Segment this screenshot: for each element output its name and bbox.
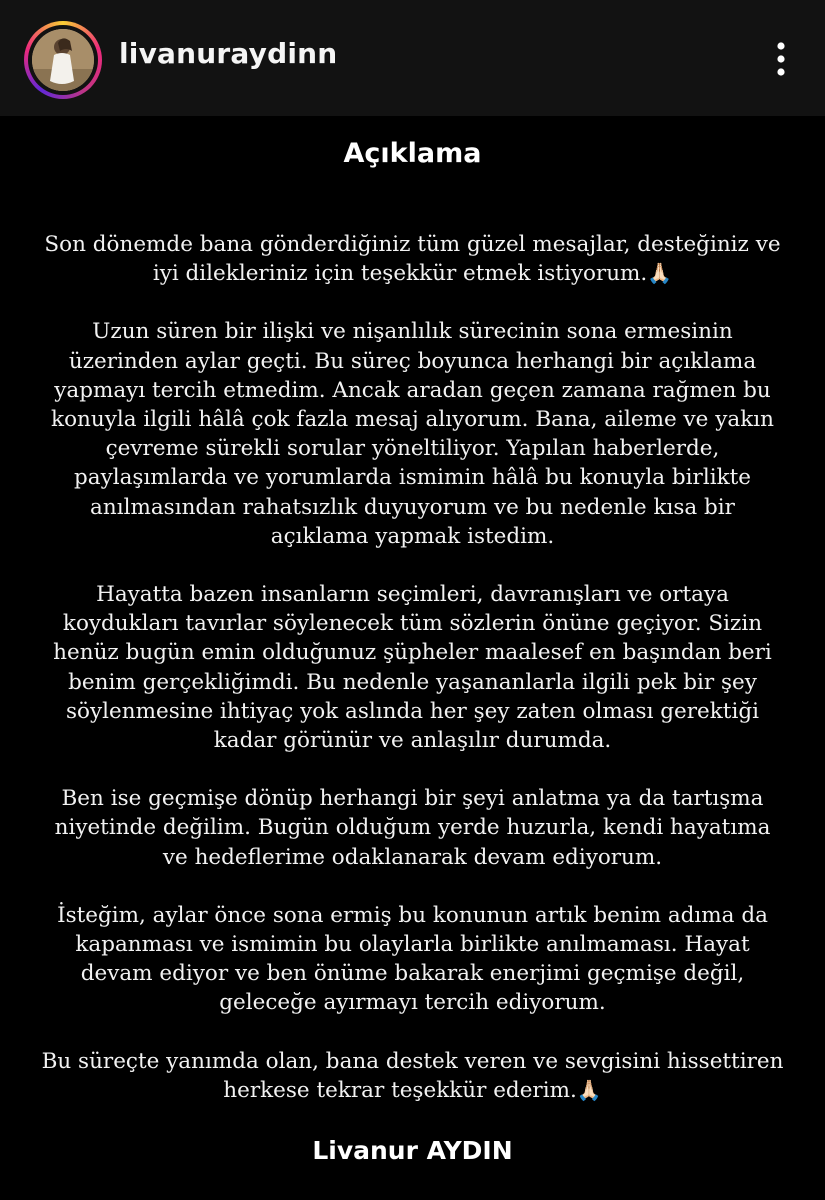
- signature: Livanur AYDIN: [312, 1136, 513, 1165]
- paragraph-line: kadar görünür ve anlaşılır durumda.: [213, 728, 612, 754]
- praying-hands-icon: 🙏🏻: [647, 261, 673, 286]
- paragraph-line: benim gerçekliğimdi. Bu nedenle yaşananlarla ilgili pek bir şey: [68, 669, 757, 695]
- paragraph: [40, 317, 785, 551]
- paragraph-line: açıklama yapmak istedim.: [270, 523, 555, 549]
- paragraph-line: Uzun süren bir ilişki ve nişanlılık sürecinin sona ermesinin: [92, 319, 733, 345]
- paragraph-line: iyi dilekleriniz için teşekkür etmek istiyorum.🙏🏻: [152, 261, 673, 287]
- profile-photo-icon: [32, 29, 94, 91]
- paragraph-line: Son dönemde bana gönderdiğiniz tüm güzel mesajlar, desteğiniz ve: [44, 232, 781, 257]
- paragraph-line: devam ediyor ve ben önüme bakarak enerjimi geçmişe değil,: [80, 961, 745, 987]
- paragraph: [40, 784, 785, 872]
- statement-body: [40, 230, 785, 1134]
- paragraph-line: söylenmesine ihtiyaç yok aslında her şey zaten olması gerektiği: [66, 698, 759, 724]
- paragraph-line: Ben ise geçmişe dönüp herhangi bir şeyi anlatma ya da tartışma: [61, 786, 764, 812]
- paragraph-line: niyetinde değilim. Bugün olduğum yerde huzurla, kendi hayatıma: [54, 815, 771, 841]
- paragraph-line: henüz bugün emin olduğunuz şüpheler maalesef en başından beri: [53, 640, 772, 666]
- post-header: [0, 0, 825, 116]
- paragraph-line: Hayatta bazen insanların seçimleri, davranışları ve ortaya: [96, 582, 729, 608]
- paragraph-line: koydukları tavırlar söylenecek tüm sözlerin önüne geçiyor. Sizin: [62, 611, 763, 637]
- paragraph: [40, 1047, 785, 1105]
- paragraph-line: konuyla ilgili hâlâ çok fazla mesaj alıyorum. Bana, aileme ve yakın: [51, 407, 774, 433]
- more-options-button[interactable]: [761, 36, 801, 82]
- post-content: [0, 116, 825, 1200]
- story-ring[interactable]: [24, 21, 102, 99]
- post-title: Açıklama: [343, 138, 482, 169]
- paragraph: [40, 580, 785, 755]
- paragraph-line: paylaşımlarda ve yorumlarda ismimin hâlâ bu konuyla birlikte: [74, 465, 751, 491]
- paragraph-line: Bu süreçte yanımda olan, bana destek veren ve sevgisini hissettiren: [41, 1048, 784, 1074]
- paragraph-line: herkese tekrar teşekkür ederim.🙏🏻: [223, 1077, 602, 1103]
- paragraph-line: yapmayı tercih etmedim. Ancak aradan geçen zamana rağmen bu: [54, 377, 771, 403]
- paragraph-line: kapanması ve ismimin bu olaylarla birlikte anılmaması. Hayat: [75, 932, 750, 958]
- paragraph-line: ve hedeflerime odaklanarak devam ediyorum.: [162, 844, 663, 870]
- avatar[interactable]: [32, 29, 94, 91]
- paragraph: [40, 901, 785, 1018]
- vertical-ellipsis-icon: [776, 41, 786, 77]
- paragraph-line: üzerinden aylar geçti. Bu süreç boyunca herhangi bir açıklama: [68, 348, 757, 374]
- paragraph-line: çevreme sürekli sorular yöneltiliyor. Yapılan haberlerde,: [105, 436, 720, 462]
- paragraph-line: İsteğim, aylar önce sona ermiş bu konunun artık benim adıma da: [57, 902, 768, 928]
- avatar-gap: [28, 25, 98, 95]
- praying-hands-icon: 🙏🏻: [576, 1077, 602, 1102]
- paragraph-line: anılmasından rahatsızlık duyuyorum ve bu nedenle kısa bir: [90, 494, 735, 520]
- paragraph-line: geleceğe ayırmayı tercih ediyorum.: [219, 990, 606, 1016]
- username[interactable]: livanuraydinn: [119, 37, 338, 70]
- paragraph: [40, 230, 785, 288]
